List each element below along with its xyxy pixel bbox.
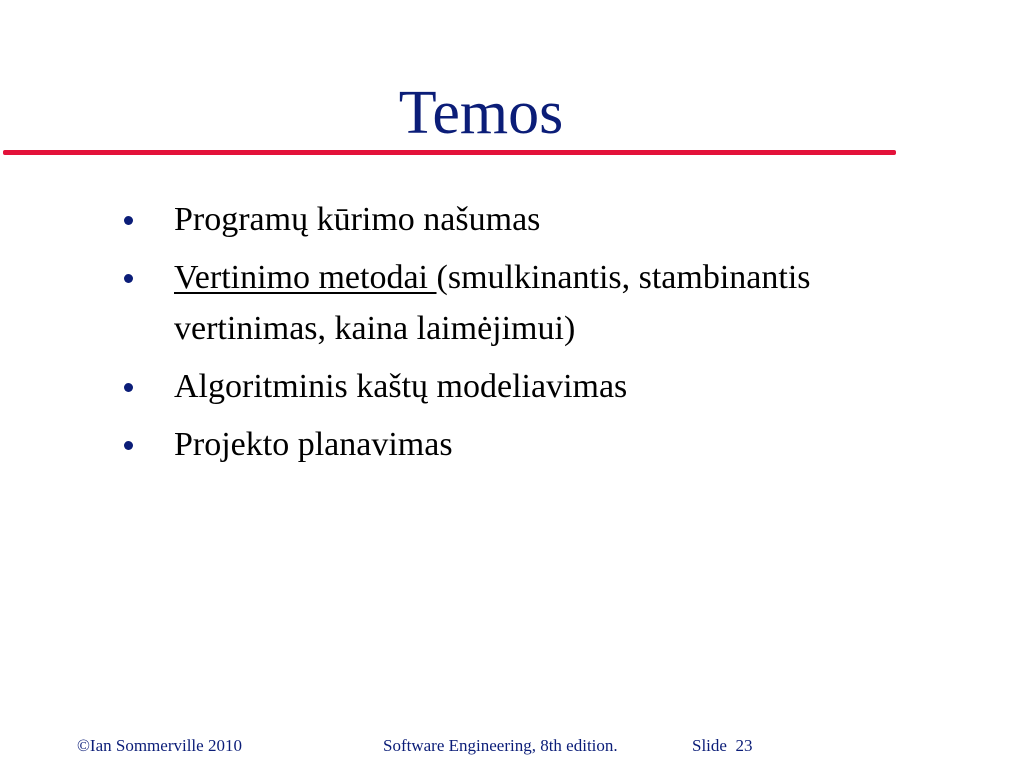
footer-copyright: ©Ian Sommerville 2010 <box>77 736 242 755</box>
bullet-item <box>120 361 960 412</box>
bullet-link[interactable]: Vertinimo metodai <box>174 259 437 296</box>
bullet-item <box>120 252 960 354</box>
footer-slide-number: Slide 23 <box>692 736 753 755</box>
bullet-dot-icon <box>124 274 133 283</box>
bullet-item <box>120 194 960 245</box>
bullet-dot-icon <box>124 441 133 450</box>
bullet-dot-icon <box>124 216 133 225</box>
title-underline-rule <box>3 150 896 155</box>
slide-title: Temos <box>398 79 564 147</box>
bullet-list <box>120 194 960 477</box>
bullet-text: Programų kūrimo našumas <box>174 201 541 238</box>
bullet-dot-icon <box>124 383 133 392</box>
bullet-text: (smulkinantis, stambinantis vertinimas, kaina laimėjimui) <box>174 259 811 347</box>
bullet-text: Algoritminis kaštų modeliavimas <box>174 368 628 405</box>
bullet-item <box>120 419 960 470</box>
bullet-text: Projekto planavimas <box>174 426 453 463</box>
footer-book-title: Software Engineering, 8th edition. <box>383 736 618 755</box>
